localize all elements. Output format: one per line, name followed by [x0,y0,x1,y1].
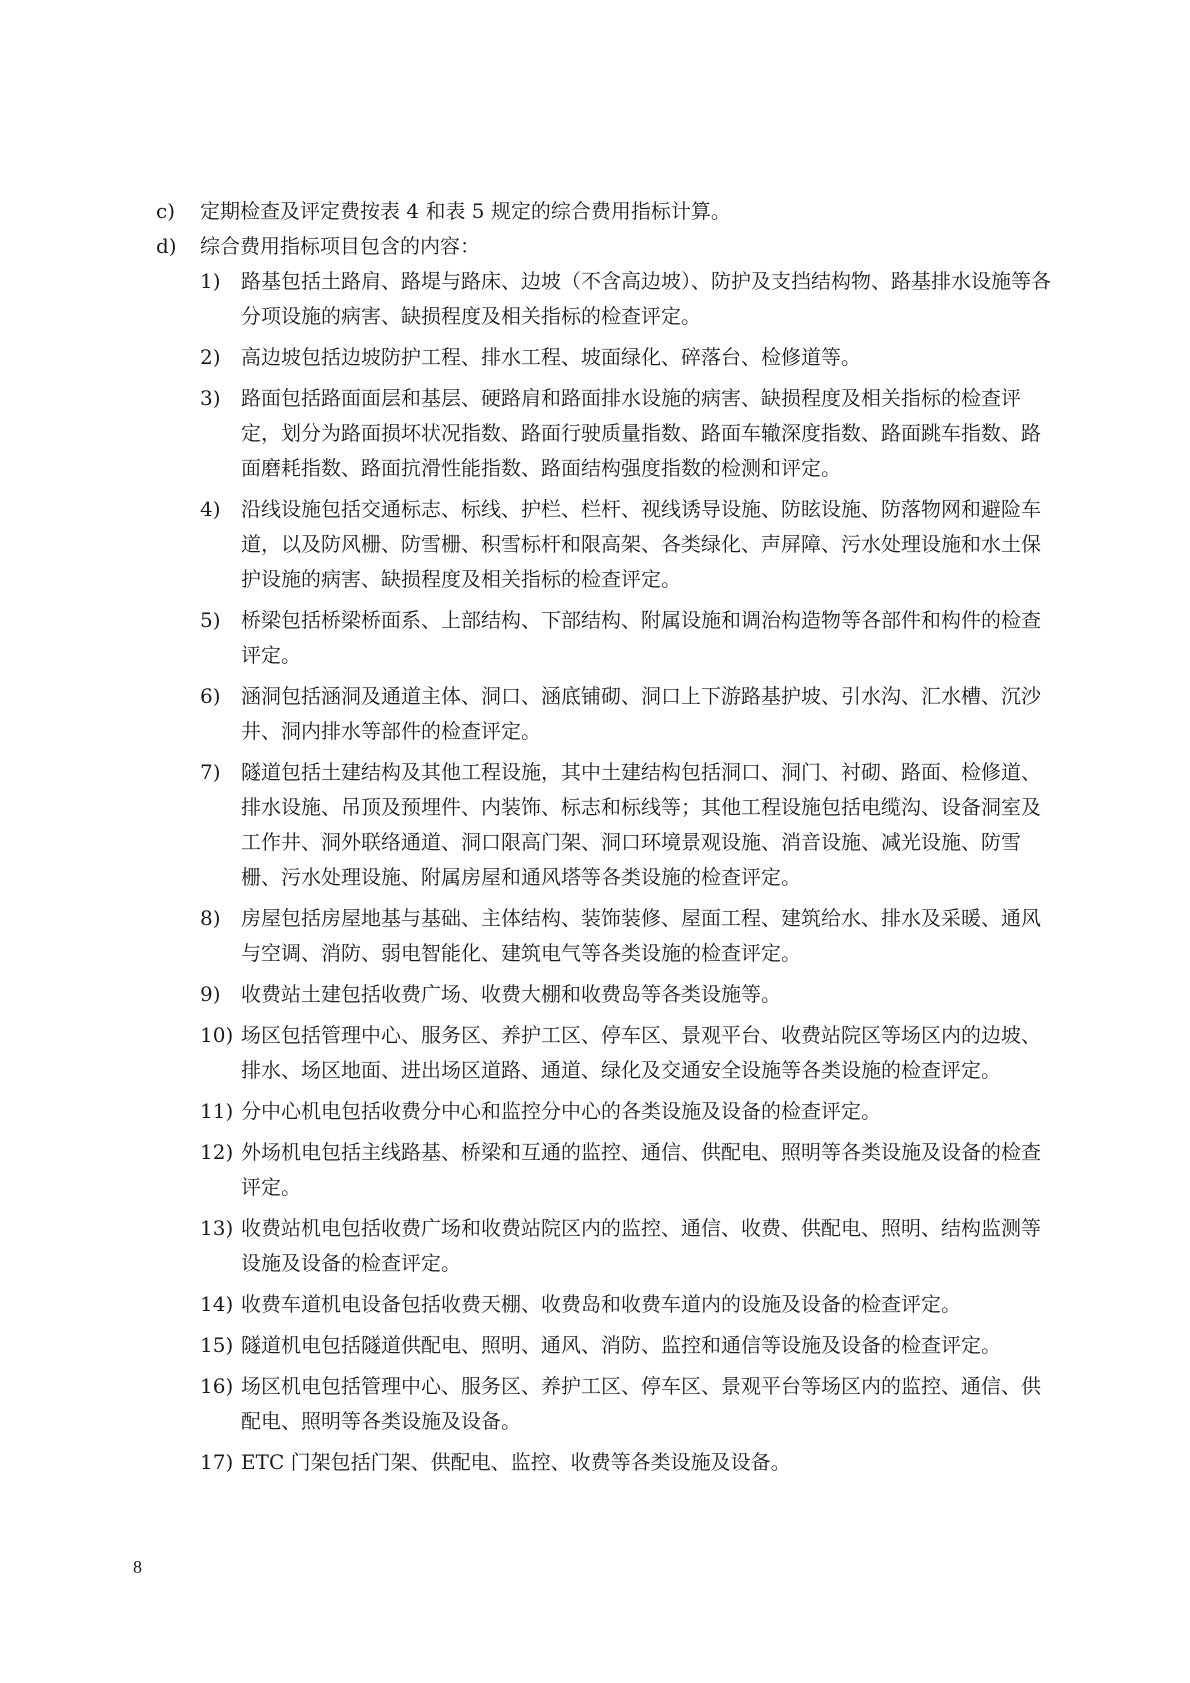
sub-item-text: 分中心机电包括收费分中心和监控分中心的各类设施及设备的检查评定。 [241,1099,881,1123]
sub-item-11 [200,1094,1056,1129]
sub-item-text: 路基包括土路肩、路堤与路床、边坡（不含高边坡）、防护及支挡结构物、路基排水设施等各分项设施的病害、缺损程度及相关指标的检查评定。 [241,269,1051,328]
list-item-c [156,194,1056,229]
sub-item-4 [200,492,1056,597]
list-item-d [156,229,1056,264]
sub-item-marker: 17) [200,1450,234,1474]
sub-item-13 [200,1211,1056,1281]
document-body [156,194,1056,1486]
sub-item-9 [200,977,1056,1012]
sub-item-marker: 10) [200,1023,234,1047]
sub-item-text: 收费站土建包括收费广场、收费大棚和收费岛等各类设施等。 [241,982,781,1006]
sub-item-marker: 7) [200,760,221,784]
sub-item-marker: 3) [200,386,221,410]
list-item-text: 综合费用指标项目包含的内容： [200,234,480,258]
sub-item-5 [200,603,1056,673]
sub-item-text: 沿线设施包括交通标志、标线、护栏、栏杆、视线诱导设施、防眩设施、防落物网和避险车道，以及防风栅、防雪栅、积雪标杆和限高架、各类绿化、声屏障、污水处理设施和水土保护设施的病害、缺损程度及相关指标的检查评定。 [241,497,1041,591]
sub-item-2 [200,340,1056,375]
sub-item-marker: 4) [200,497,221,521]
sub-item-16 [200,1369,1056,1439]
sub-item-text: 隧道包括土建结构及其他工程设施，其中土建结构包括洞口、洞门、衬砌、路面、检修道、排水设施、吊顶及预埋件、内装饰、标志和标线等；其他工程设施包括电缆沟、设备洞室及工作井、洞外联络通道、洞口限高门架、洞口环境景观设施、消音设施、减光设施、防雪栅、污水处理设施、附属房屋和通风塔等各类设施的检查评定。 [241,760,1041,889]
sub-item-text: 隧道机电包括隧道供配电、照明、通风、消防、监控和通信等设施及设备的检查评定。 [241,1333,1001,1357]
sub-item-text: 高边坡包括边坡防护工程、排水工程、坡面绿化、碎落台、检修道等。 [241,345,861,369]
sub-item-text: 桥梁包括桥梁桥面系、上部结构、下部结构、附属设施和调治构造物等各部件和构件的检查评定。 [241,608,1041,667]
sub-item-marker: 8) [200,906,221,930]
sub-item-7 [200,755,1056,895]
sub-item-6 [200,679,1056,749]
sub-item-10 [200,1018,1056,1088]
sub-item-1 [200,264,1056,334]
sub-item-8 [200,901,1056,971]
sub-item-17 [200,1445,1056,1480]
sub-item-text: 外场机电包括主线路基、桥梁和互通的监控、通信、供配电、照明等各类设施及设备的检查评定。 [241,1140,1041,1199]
sub-item-marker: 1) [200,269,221,293]
sub-item-marker: 6) [200,684,221,708]
sub-item-marker: 9) [200,982,221,1006]
sub-list [200,264,1056,1480]
sub-item-text: 房屋包括房屋地基与基础、主体结构、装饰装修、屋面工程、建筑给水、排水及采暖、通风与空调、消防、弱电智能化、建筑电气等各类设施的检查评定。 [241,906,1041,965]
sub-item-marker: 14) [200,1292,234,1316]
list-item-text: 定期检查及评定费按表 4 和表 5 规定的综合费用指标计算。 [200,199,731,223]
sub-item-marker: 16) [200,1374,234,1398]
sub-item-12 [200,1135,1056,1205]
sub-item-text: 涵洞包括涵洞及通道主体、洞口、涵底铺砌、洞口上下游路基护坡、引水沟、汇水槽、沉沙井、洞内排水等部件的检查评定。 [241,684,1041,743]
sub-item-text: 场区机电包括管理中心、服务区、养护工区、停车区、景观平台等场区内的监控、通信、供配电、照明等各类设施及设备。 [241,1374,1041,1433]
sub-item-marker: 15) [200,1333,234,1357]
sub-item-text: 场区包括管理中心、服务区、养护工区、停车区、景观平台、收费站院区等场区内的边坡、排水、场区地面、进出场区道路、通道、绿化及交通安全设施等各类设施的检查评定。 [241,1023,1041,1082]
sub-item-marker: 11) [200,1099,234,1123]
sub-item-marker: 5) [200,608,221,632]
sub-item-marker: 2) [200,345,221,369]
list-marker: c) [156,199,176,223]
sub-item-15 [200,1328,1056,1363]
sub-item-marker: 13) [200,1216,234,1240]
sub-item-text: 收费车道机电设备包括收费天棚、收费岛和收费车道内的设施及设备的检查评定。 [241,1292,961,1316]
page-number: 8 [133,1557,142,1577]
sub-item-text: 路面包括路面面层和基层、硬路肩和路面排水设施的病害、缺损程度及相关指标的检查评定，划分为路面损坏状况指数、路面行驶质量指数、路面车辙深度指数、路面跳车指数、路面磨耗指数、路面抗滑性能指数、路面结构强度指数的检测和评定。 [241,386,1041,480]
list-marker: d) [156,234,177,258]
sub-item-marker: 12) [200,1140,234,1164]
sub-item-text: ETC 门架包括门架、供配电、监控、收费等各类设施及设备。 [241,1450,791,1474]
sub-item-14 [200,1287,1056,1322]
sub-item-3 [200,381,1056,486]
sub-item-text: 收费站机电包括收费广场和收费站院区内的监控、通信、收费、供配电、照明、结构监测等设施及设备的检查评定。 [241,1216,1041,1275]
